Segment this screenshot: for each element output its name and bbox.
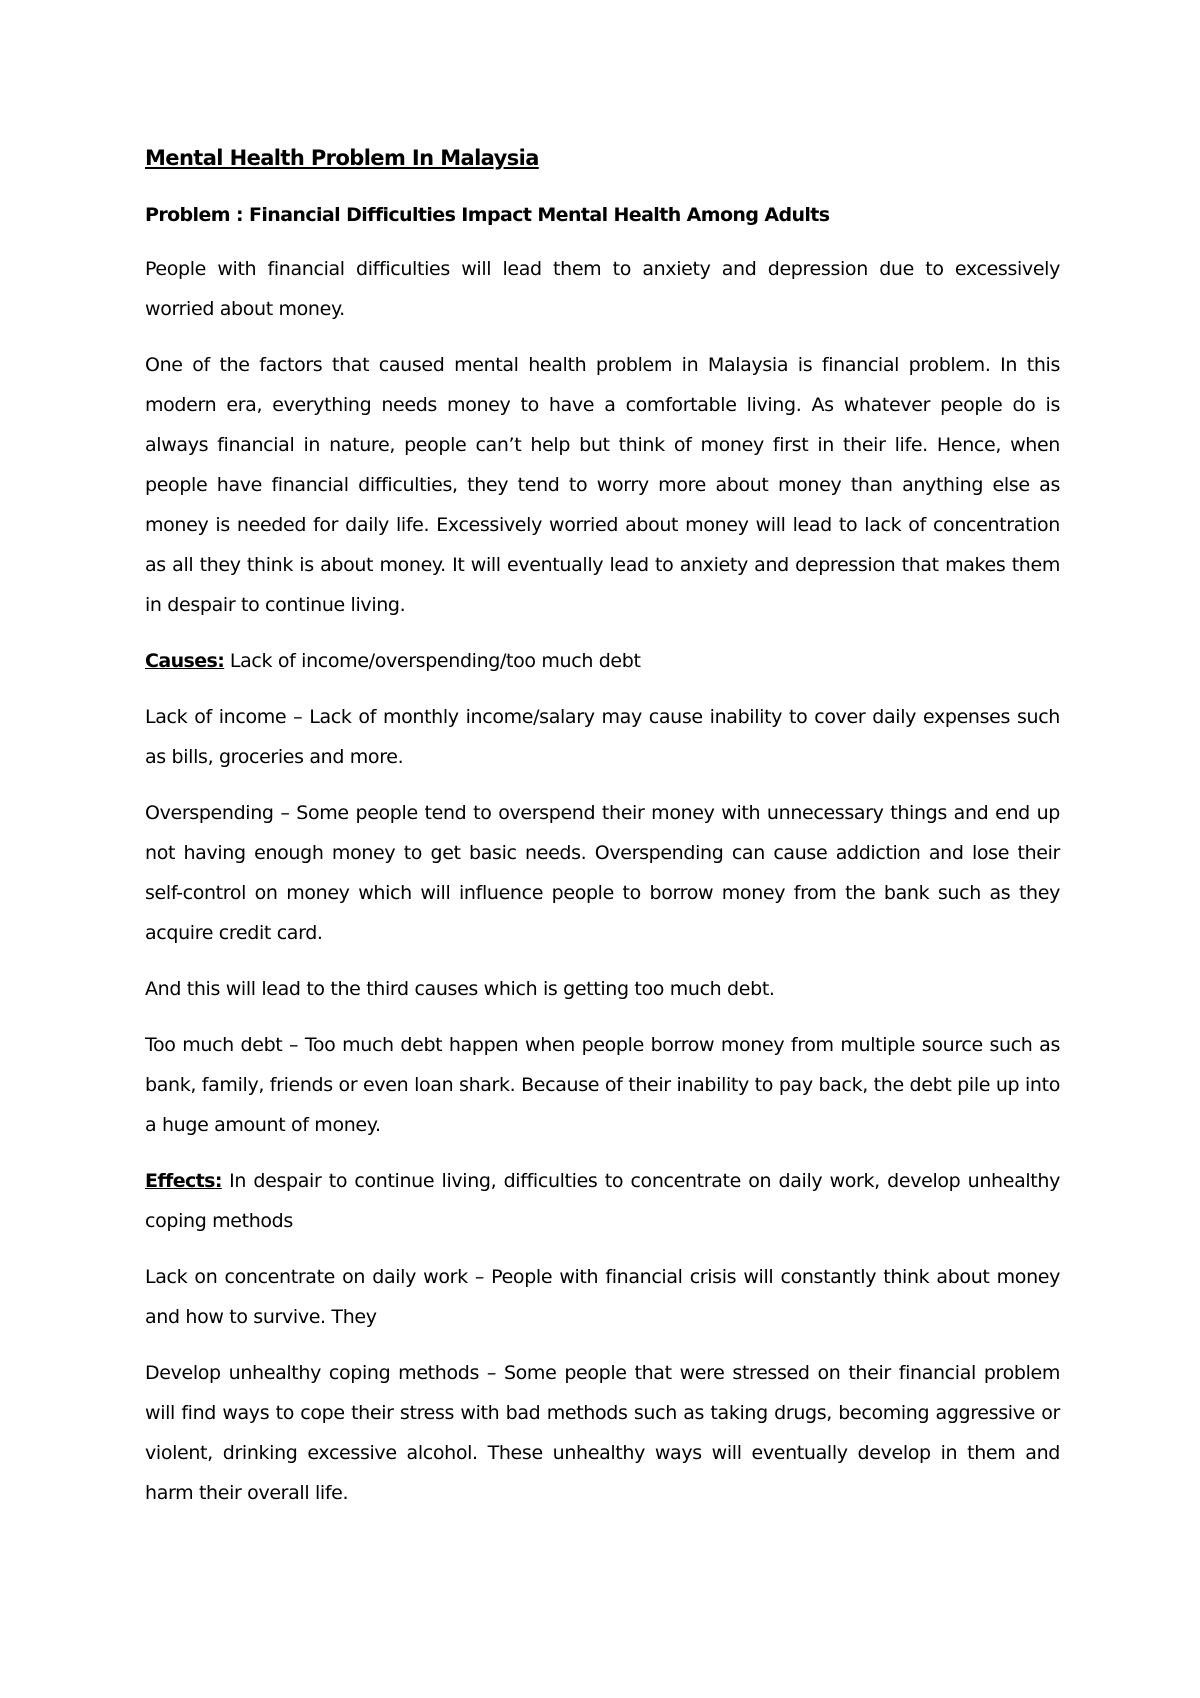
effects-label: Effects:	[145, 1170, 222, 1192]
document-title: Mental Health Problem In Malaysia	[145, 146, 539, 170]
document-page	[145, 146, 1060, 1529]
lack-concentrate-paragraph: Lack on concentrate on daily work – People with financial crisis will constantly think about money and how to survive. They	[145, 1266, 1060, 1328]
effects-text: In despair to continue living, difficulties to concentrate on daily work, develop unhealthy coping methods	[145, 1170, 1060, 1232]
causes-paragraph	[145, 641, 1060, 681]
coping-methods-paragraph: Develop unhealthy coping methods – Some people that were stressed on their financial problem will find ways to cope their stress with bad methods such as taking drugs, becoming aggressive or violent, drinking excessive alcohol. These unhealthy ways will eventually develop in them and harm their overall life.	[145, 1362, 1060, 1504]
too-much-debt-paragraph: Too much debt – Too much debt happen when people borrow money from multiple source such as bank, family, friends or even loan shark. Because of their inability to pay back, the debt pile up into a huge amount of money.	[145, 1034, 1060, 1136]
problem-heading: Problem : Financial Difficulties Impact Mental Health Among Adults	[145, 204, 830, 226]
factors-paragraph: One of the factors that caused mental health problem in Malaysia is financial problem. In this modern era, everything needs money to have a comfortable living. As whatever people do is always financial in nature, people can’t help but think of money first in their life. Hence, when people have financial difficulties, they tend to worry more about money than anything else as money is needed for daily life. Excessively worried about money will lead to lack of concentration as all they think is about money. It will eventually lead to anxiety and depression that makes them in despair to continue living.	[145, 354, 1060, 616]
overspending-paragraph: Overspending – Some people tend to overspend their money with unnecessary things and end up not having enough money to get basic needs. Overspending can cause addiction and lose their self-control on money which will influence people to borrow money from the bank such as they acquire credit card.	[145, 802, 1060, 944]
causes-text: Lack of income/overspending/too much debt	[224, 650, 641, 672]
third-cause-paragraph: And this will lead to the third causes which is getting too much debt.	[145, 978, 775, 1000]
effects-paragraph	[145, 1161, 1060, 1241]
intro-paragraph: People with financial difficulties will lead them to anxiety and depression due to excessively worried about money.	[145, 258, 1060, 320]
causes-label: Causes:	[145, 650, 225, 672]
lack-of-income-paragraph: Lack of income – Lack of monthly income/salary may cause inability to cover daily expenses such as bills, groceries and more.	[145, 706, 1060, 768]
